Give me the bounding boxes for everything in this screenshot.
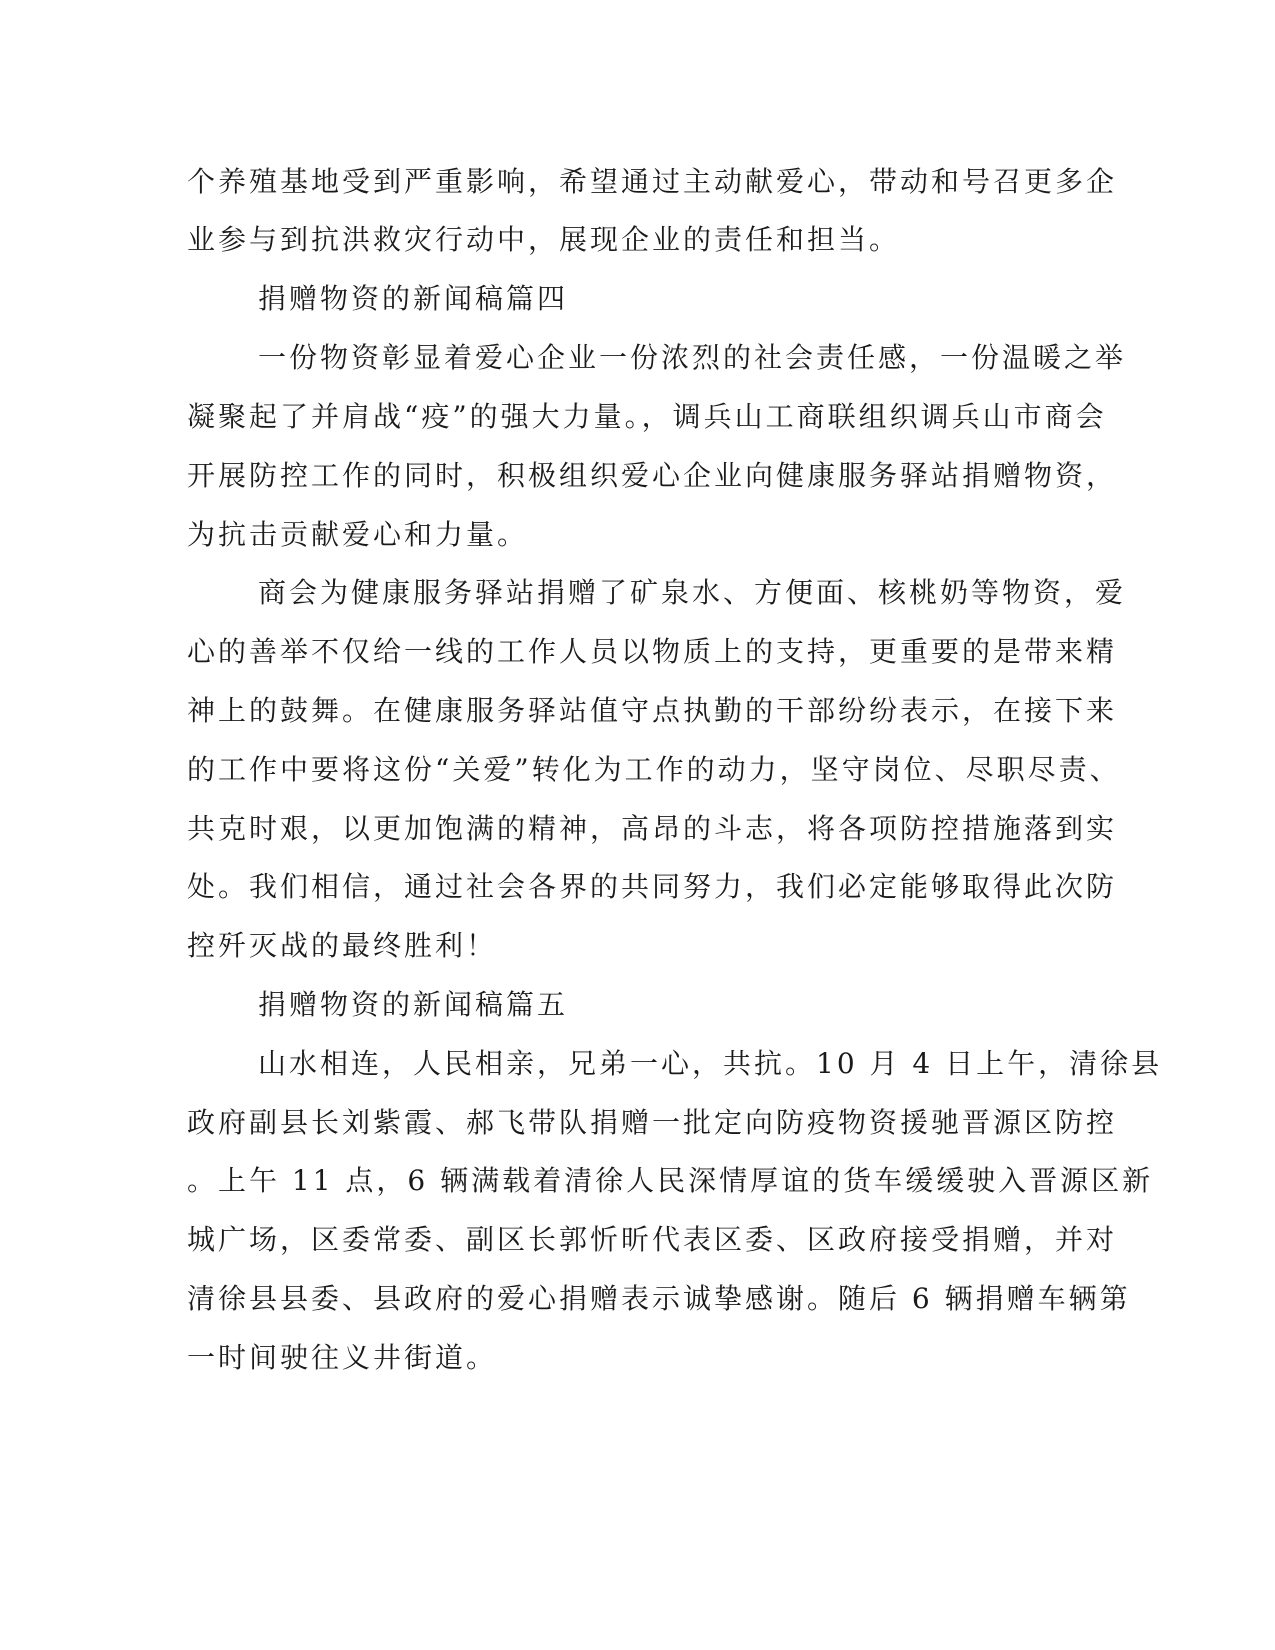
paragraph-line: 共克时艰，以更加饱满的精神，高昂的斗志，将各项防控措施落到实 [187, 812, 1118, 845]
paragraph-line: 开展防控工作的同时，积极组织爱心企业向健康服务驿站捐赠物资， [187, 459, 1118, 492]
paragraph-line: 一时间驶往义井街道。 [187, 1341, 498, 1374]
paragraph-line: 处。我们相信，通过社会各界的共同努力，我们必定能够取得此次防 [187, 870, 1118, 903]
paragraph-line: 神上的鼓舞。在健康服务驿站值守点执勤的干部纷纷表示，在接下来 [187, 694, 1118, 727]
paragraph-line: 山水相连，人民相亲，兄弟一心，共抗。10 月 4 日上午，清徐县 [258, 1047, 1163, 1080]
paragraph-line: 个养殖基地受到严重影响，希望通过主动献爱心，带动和号召更多企 [187, 165, 1118, 198]
paragraph-line: 政府副县长刘紫霞、郝飞带队捐赠一批定向防疫物资援驰晋源区防控 [187, 1106, 1118, 1139]
paragraph-line: 清徐县县委、县政府的爱心捐赠表示诚挚感谢。随后 6 辆捐赠车辆第 [187, 1282, 1131, 1315]
paragraph-line: 业参与到抗洪救灾行动中，展现企业的责任和担当。 [187, 223, 901, 256]
paragraph-line: 。上午 11 点，6 辆满载着清徐人民深情厚谊的货车缓缓驶入晋源区新 [187, 1164, 1154, 1197]
paragraph-line: 城广场，区委常委、副区长郭忻昕代表区委、区政府接受捐赠，并对 [187, 1223, 1118, 1256]
section-heading: 捐赠物资的新闻稿篇四 [258, 282, 569, 315]
paragraph-line: 商会为健康服务驿站捐赠了矿泉水、方便面、核桃奶等物资，爱 [258, 576, 1127, 609]
paragraph-line: 为抗击贡献爱心和力量。 [187, 518, 529, 551]
paragraph-line: 的工作中要将这份“关爱”转化为工作的动力，坚守岗位、尽职尽责、 [187, 753, 1121, 786]
paragraph-line: 心的善举不仅给一线的工作人员以物质上的支持，更重要的是带来精 [187, 635, 1118, 668]
paragraph-line: 控歼灭战的最终胜利！ [187, 929, 498, 962]
paragraph-line: 凝聚起了并肩战“疫”的强大力量。，调兵山工商联组织调兵山市商会 [187, 400, 1107, 433]
section-heading: 捐赠物资的新闻稿篇五 [258, 988, 569, 1021]
paragraph-line: 一份物资彰显着爱心企业一份浓烈的社会责任感，一份温暖之举 [258, 341, 1127, 374]
